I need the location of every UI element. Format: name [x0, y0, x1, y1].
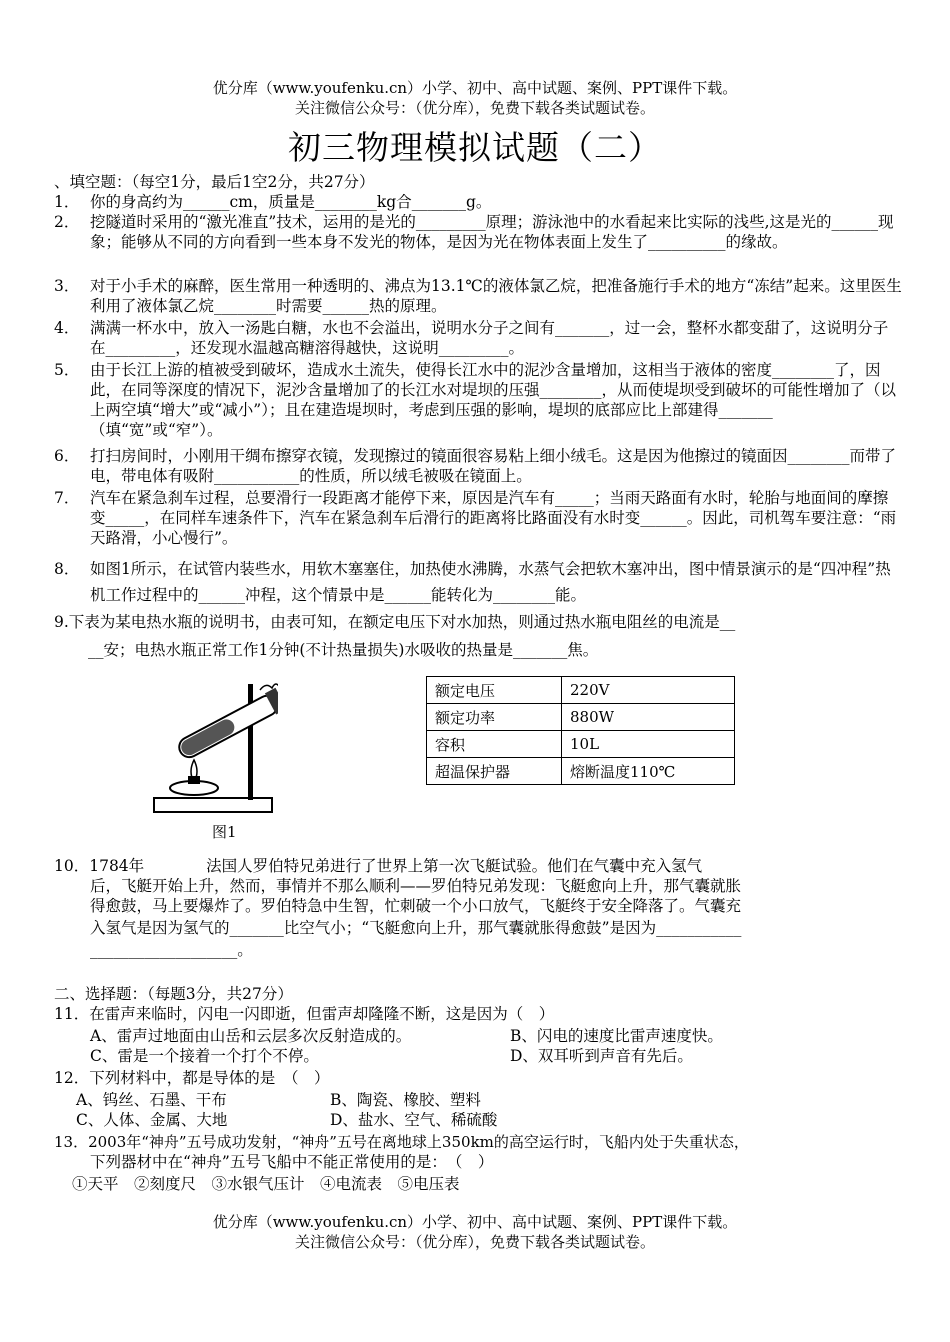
- question-12-option-a: A、钨丝、石墨、干布: [76, 1091, 227, 1109]
- question-10-line-3: 得愈鼓，马上要爆炸了。罗伯特急中生智，忙刺破一个小口放气，飞艇终于安全降落了。气囊充: [90, 897, 742, 915]
- question-number: 8．: [54, 560, 80, 578]
- question-5: [54, 360, 902, 440]
- question-11-stem: 11．在雷声来临时，闪电一闪即逝，但雷声却隆隆不断，这是因为（ ）: [54, 1005, 555, 1023]
- question-10-line-2: 后，飞艇开始上升，然而，事情并不那么顺利——罗伯特兄弟发现：飞艇愈向上升，那气囊就胀: [90, 877, 742, 895]
- question-text: 如图1所示，在试管内装些水，用软木塞塞住，加热使水沸腾，水蒸气会把软木塞冲出，图中情景演示的是“四冲程”热机工作过程中的______冲程，这个情景中是______能转化为________能。: [90, 560, 891, 604]
- footer-line-1: 优分库（www.youfenku.cn）小学、初中、高中试题、案例、PPT课件下载。: [212, 1213, 738, 1231]
- section-2-heading: 二、选择题：（每题3分，共27分）: [54, 985, 293, 1003]
- question-11-option-c: C、雷是一个接着一个打个不停。: [90, 1047, 319, 1065]
- header-line-2: 关注微信公众号：（优分库），免费下载各类试题试卷。: [294, 99, 655, 117]
- question-text: 由于长江上游的植被受到破坏，造成水土流失，使得长江水中的泥沙含量增加，这相当于液体的密度________了，因此，在同等深度的情况下，泥沙含量增加了的长江水对堤坝的压强________，从而使堤坝受到破坏的可能性增加了（以上两空填“增大”或“减小”）；且在建造堤坝时，考虑到压强的影响，堤坝的底部应比上部建得_______（填“宽”或“窄”）。: [90, 361, 897, 439]
- question-12-option-d: D、盐水、空气、稀硫酸: [330, 1111, 498, 1129]
- question-13-options: ①天平 ②刻度尺 ③水银气压计 ④电流表 ⑤电压表: [72, 1175, 460, 1193]
- lamp-wick: [188, 776, 200, 784]
- question-8: [54, 556, 902, 608]
- header-line-1: 优分库（www.youfenku.cn）小学、初中、高中试题、案例、PPT课件下载。: [212, 79, 738, 97]
- question-2: [54, 212, 902, 252]
- question-10-line-5: ___________________。: [90, 941, 253, 959]
- table-row: [427, 704, 735, 731]
- question-11-option-d: D、双耳听到声音有先后。: [510, 1047, 693, 1065]
- section-1-heading: 、填空题：（每空1分，最后1空2分，共27分）: [54, 173, 375, 191]
- question-3: [54, 276, 902, 316]
- question-4: [54, 318, 902, 358]
- question-11-option-b: B、闪电的速度比雷声速度快。: [510, 1027, 723, 1045]
- question-number: 6．: [54, 447, 80, 465]
- spec-label: 容积: [427, 731, 562, 758]
- figure-caption: 图1: [212, 823, 237, 841]
- question-12-option-b: B、陶瓷、橡胶、塑料: [330, 1091, 481, 1109]
- question-7: [54, 488, 902, 548]
- question-text: 满满一杯水中，放入一汤匙白糖，水也不会溢出，说明水分子之间有_______，过一会，整杯水都变甜了，这说明分子在_________，还发现水温越高糖溶得越快，这说明_________。: [90, 319, 889, 357]
- question-12-option-c: C、人体、金属、大地: [76, 1111, 228, 1129]
- question-13-line-2: 下列器材中在“神舟”五号飞船中不能正常使用的是： （ ）: [90, 1153, 494, 1171]
- question-13-line-1: 13．2003年“神舟”五号成功发射，“神舟”五号在离地球上350km的高空运行时，飞船内处于失重状态，: [54, 1133, 749, 1151]
- question-number: 7．: [54, 489, 80, 507]
- question-number: 4．: [54, 319, 80, 337]
- spec-label: 超温保护器: [427, 758, 562, 785]
- question-10-line-1: 10．1784年 法国人罗伯特兄弟进行了世界上第一次飞艇试验。他们在气囊中充入氢气: [54, 857, 703, 875]
- table-row: [427, 758, 735, 785]
- spec-label: 额定功率: [427, 704, 562, 731]
- question-1: [54, 192, 902, 212]
- spec-value: 熔断温度110℃: [562, 758, 735, 785]
- question-number: 2．: [54, 213, 80, 231]
- question-9-line-2: __安；电热水瓶正常工作1分钟(不计热量损失)水吸收的热量是_______焦。: [88, 641, 599, 659]
- question-number: 3．: [54, 277, 80, 295]
- question-text: 挖隧道时采用的“激光准直”技术，运用的是光的_________原理；游泳池中的水看起来比实际的浅些,这是光的______现象；能够从不同的方向看到一些本身不发光的物体，是因为光在物体表面上发生了__________的缘故。: [90, 213, 894, 251]
- question-11-option-a: A、雷声过地面由山岳和云层多次反射造成的。: [90, 1027, 412, 1045]
- question-text: 对于小手术的麻醉，医生常用一种透明的、沸点为13.1℃的液体氯乙烷，把准备施行手术的地方“冻结”起来。这里医生利用了液体氯乙烷________时需要______热的原理。: [90, 277, 902, 315]
- spec-label: 额定电压: [427, 677, 562, 704]
- footer-line-2: 关注微信公众号：（优分库），免费下载各类试题试卷。: [294, 1233, 655, 1251]
- question-number: 1．: [54, 193, 80, 211]
- test-tube-apparatus-figure: [148, 676, 278, 816]
- spec-value: 220V: [562, 677, 735, 704]
- spec-value: 880W: [562, 704, 735, 731]
- question-text: 你的身高约为______cm，质量是________kg合_______g。: [90, 193, 492, 211]
- question-12-stem: 12．下列材料中，都是导体的是 （ ）: [54, 1069, 330, 1087]
- question-10-line-4: 入氢气是因为氢气的_______比空气小；“飞艇愈向上升，那气囊就胀得愈鼓”是因为___________: [90, 919, 742, 937]
- question-text: 打扫房间时，小刚用干绸布擦穿衣镜，发现擦过的镜面很容易粘上细小绒毛。这是因为他擦过的镜面因________而带了电，带电体有吸附___________的性质，所以绒毛被吸在镜面上。: [90, 447, 897, 485]
- question-9-line-1: 9.下表为某电热水瓶的说明书，由表可知，在额定电压下对水加热，则通过热水瓶电阻丝的电流是__: [54, 613, 736, 631]
- question-text: 汽车在紧急刹车过程，总要滑行一段距离才能停下来，原因是汽车有_____；当雨天路面有水时，轮胎与地面间的摩擦变_____，在同样车速条件下，汽车在紧急刹车后滑行的距离将比路面没有水时变______。因此，司机驾车要注意：“雨天路滑，小心慢行”。: [90, 489, 897, 547]
- spec-table: [426, 676, 735, 785]
- table-row: [427, 731, 735, 758]
- test-tube: [175, 688, 278, 763]
- question-6: [54, 446, 902, 486]
- spec-value: 10L: [562, 731, 735, 758]
- page-title: 初三物理模拟试题（二）: [288, 128, 662, 167]
- table-row: [427, 677, 735, 704]
- stand-base: [154, 798, 272, 812]
- question-number: 5．: [54, 361, 80, 379]
